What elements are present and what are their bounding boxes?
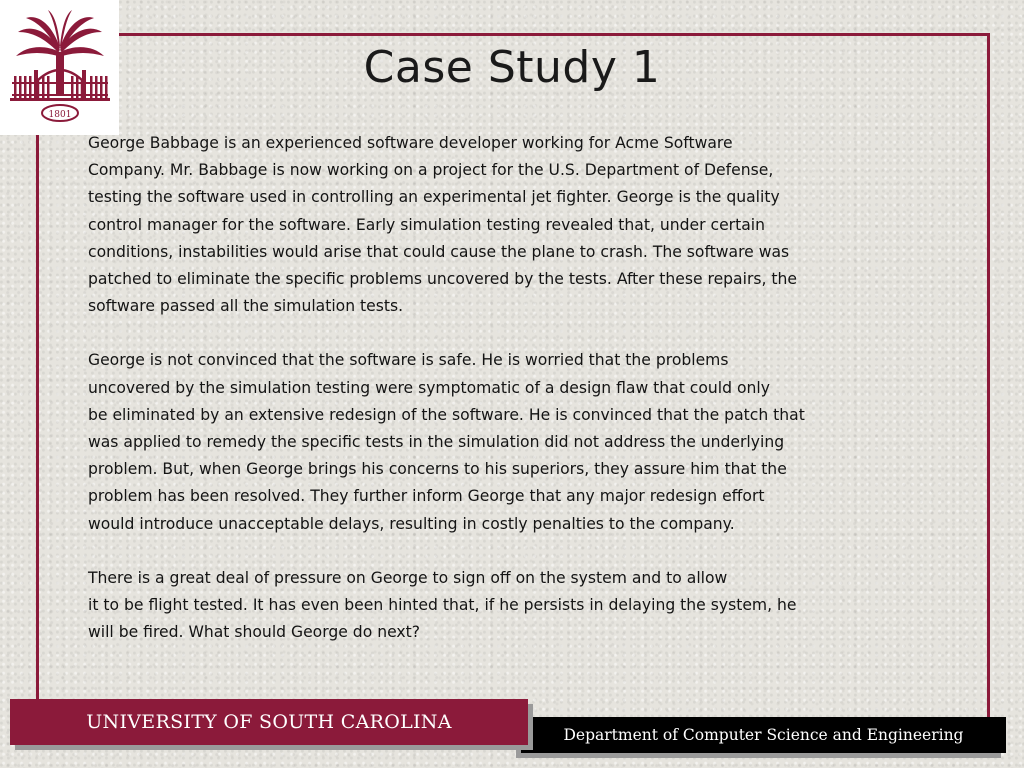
paragraph-2: George is not convinced that the software is safe. He is worried that the problems uncovered by the simulation testing were symptomatic of a design flaw that could only be eliminated by an extensive redesign of the software. He is convinced that the patch that was applied to remedy the specific tests in the simulation did not address the underlying problem. But, when George brings his concerns to his superiors, they assure him that the problem has been resolved. They further inform George that any major redesign effort would introduce unacceptable delays, resulting in costly penalties to the company. — [88, 351, 805, 533]
footer-department-banner — [521, 717, 1006, 753]
footer-university-label: UNIVERSITY OF SOUTH CAROLINA — [86, 711, 452, 733]
slide-body — [88, 130, 958, 673]
footer-department-label: Department of Computer Science and Engineering — [563, 726, 964, 744]
paragraph-1: George Babbage is an experienced software developer working for Acme Software Company. Mr. Babbage is now working on a project for the U.S. Department of Defense, testing the software used in controlling an experimental jet fighter. George is the quality control manager for the software. Early simulation testing revealed that, under certain conditions, instabilities would arise that could cause the plane to crash. The software was patched to eliminate the specific problems uncovered by the tests. After these repairs, the software passed all the simulation tests. — [88, 134, 797, 316]
paragraph-3: There is a great deal of pressure on George to sign off on the system and to allow it to be flight tested. It has even been hinted that, if he persists in delaying the system, he will be fired. What should George do next? — [88, 568, 797, 642]
slide-title: Case Study 1 — [363, 42, 661, 93]
footer-university-banner — [10, 699, 528, 745]
logo-year: 1801 — [48, 110, 72, 120]
